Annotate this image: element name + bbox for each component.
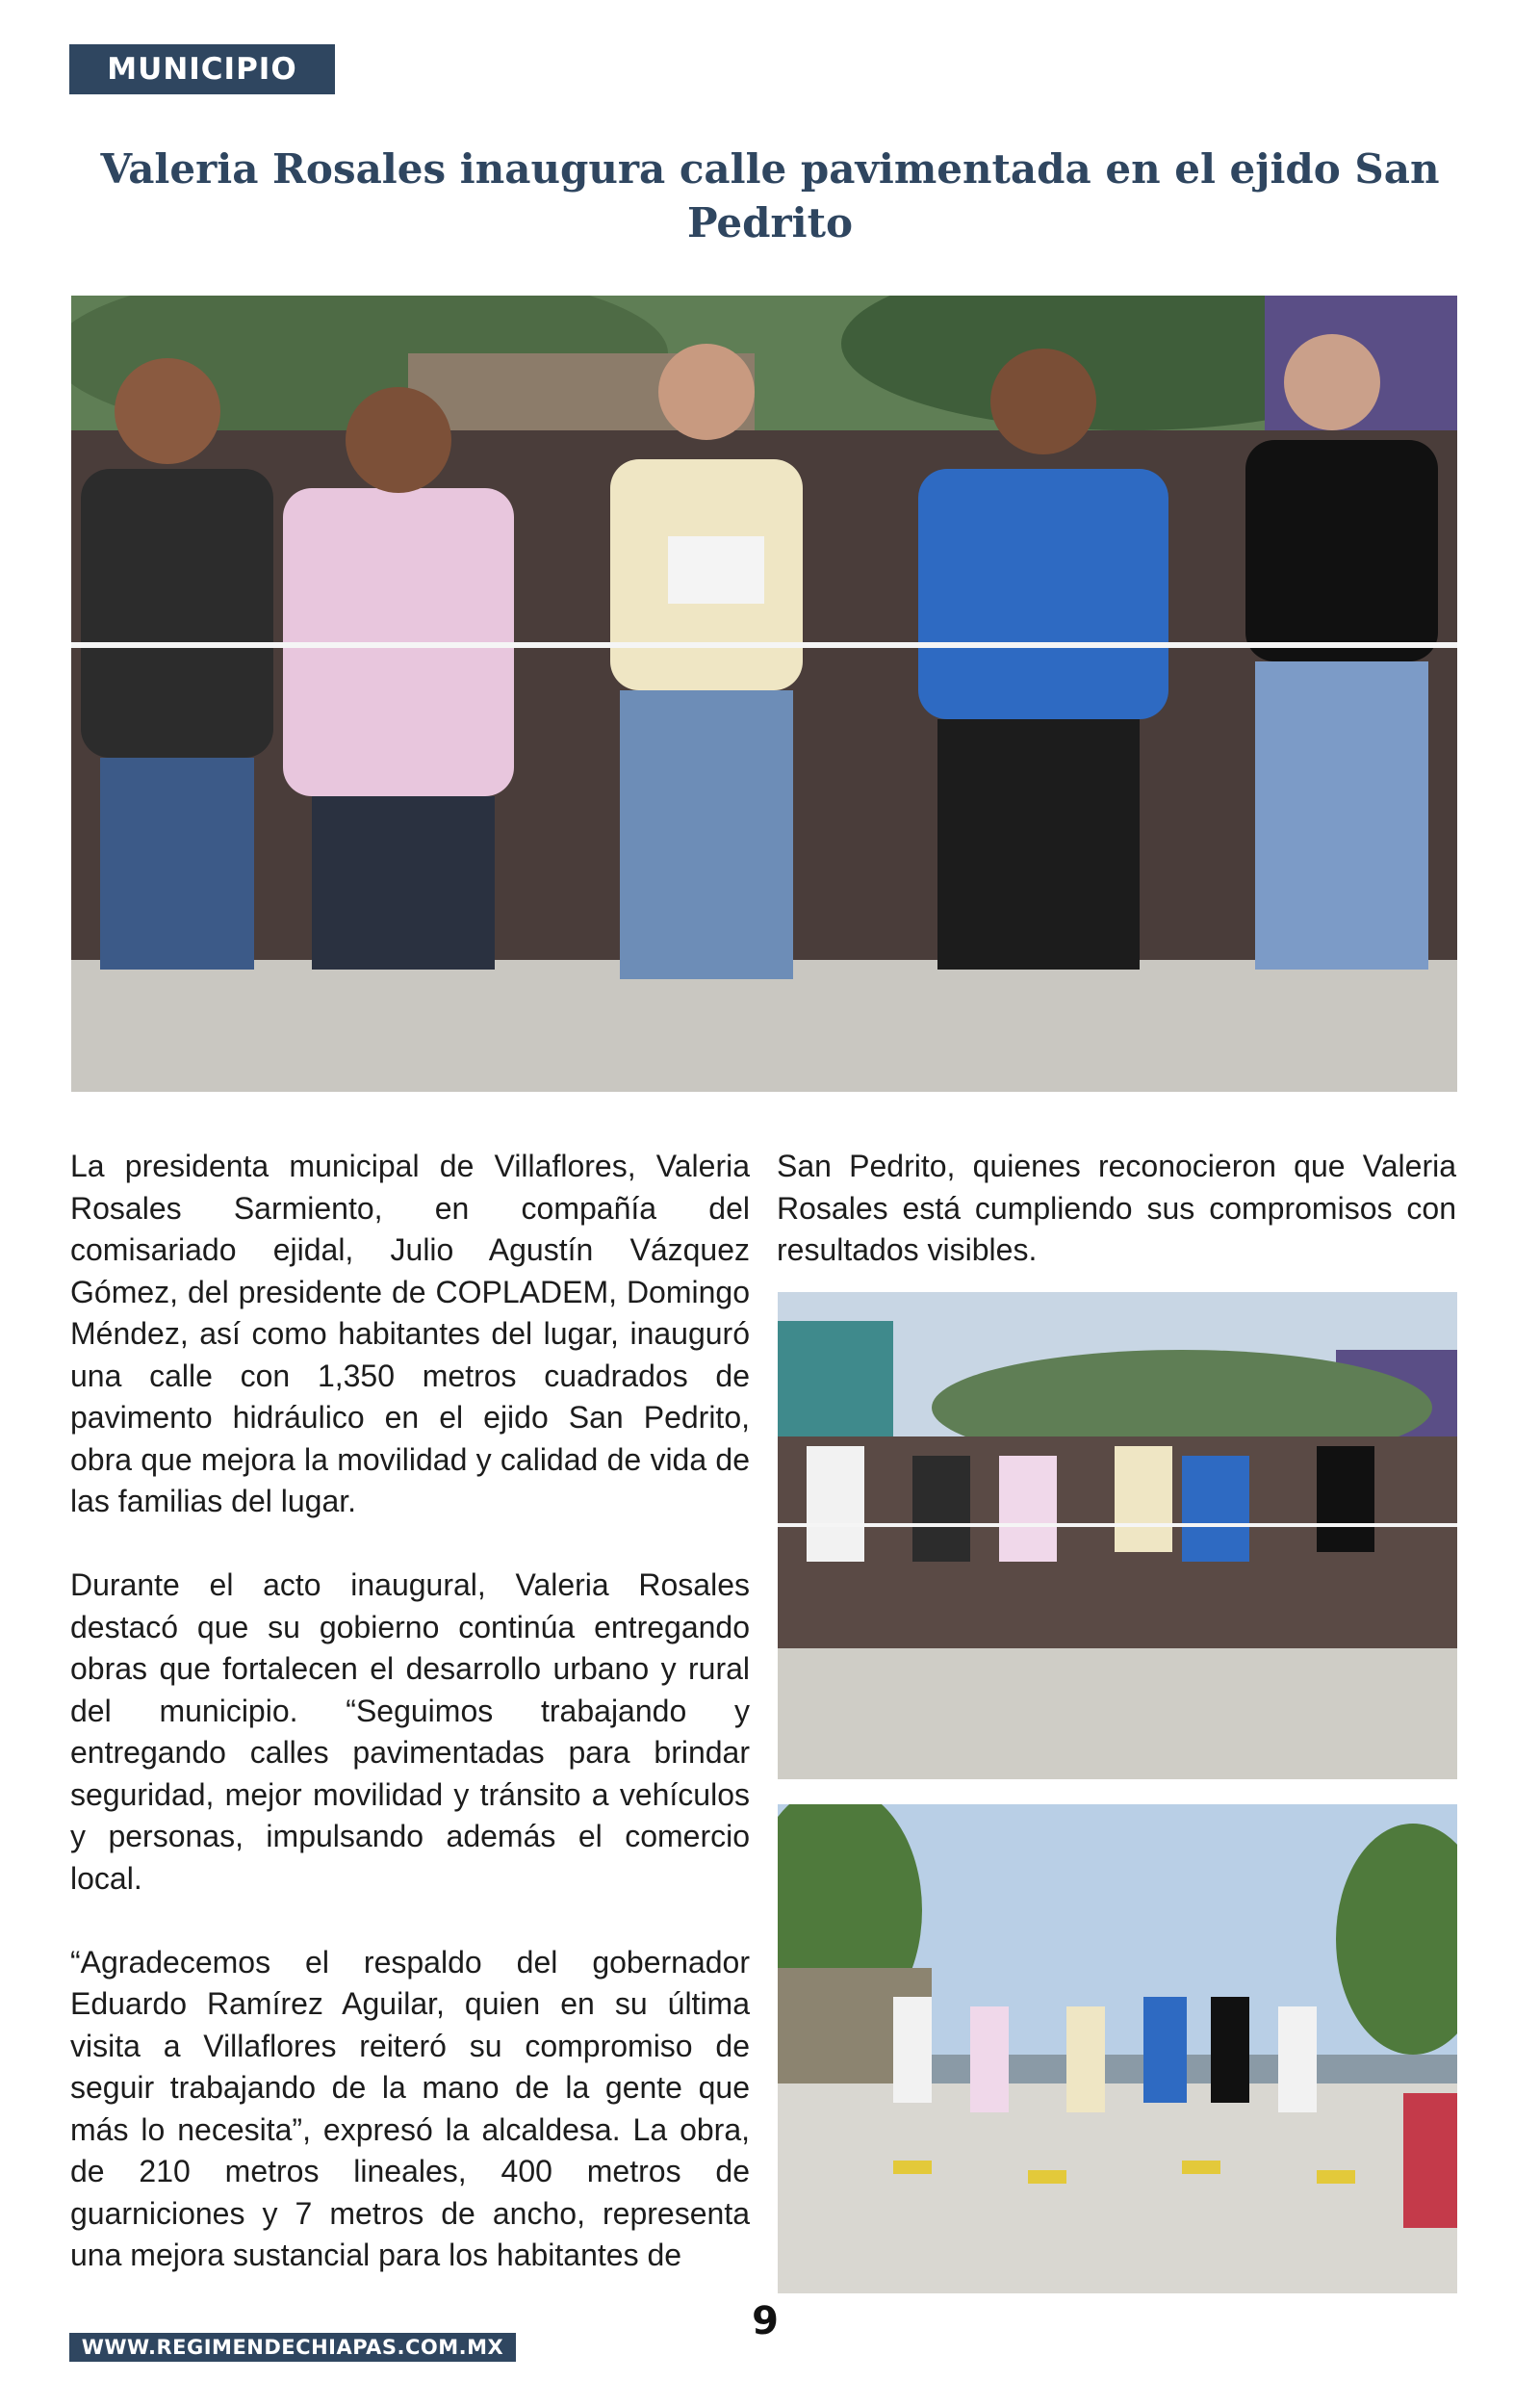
- article-title: Valeria Rosales inaugura calle pavimentada en el ejido San Pedrito: [100, 145, 1440, 246]
- page-number: 9: [752, 2299, 779, 2343]
- article-paragraph: “Agradecemos el respaldo del gobernador Eduardo Ramírez Aguilar, quien en su última visita a Villaflores reiteró su compromiso de seguir trabajando de la mano de la gente que más lo necesita”, expresó la alcaldesa. La obra, de 210 metros lineales, 400 metros de guarniciones y 7 metros de ancho, representa una mejora sustancial para los habitantes de: [70, 1944, 750, 2272]
- article-paragraph: La presidenta municipal de Villaflores, Valeria Rosales Sarmiento, en compañía del comisariado ejidal, Julio Agustín Vázquez Gómez, del presidente de COPLADEM, Domingo Méndez, así como habitantes del lugar, inauguró una calle con 1,350 metros cuadrados de pavimento hidráulico en el ejido San Pedrito, obra que mejora la movilidad y calidad de vida de las familias del lugar.: [70, 1149, 750, 1518]
- street-walk-photo: [778, 1804, 1457, 2293]
- section-label: MUNICIPIO: [69, 44, 335, 94]
- website-footer: WWW.REGIMENDECHIAPAS.COM.MX: [69, 2333, 516, 2362]
- article-paragraph: Durante el acto inaugural, Valeria Rosales destacó que su gobierno continúa entregando obras que fortalecen el desarrollo urbano y rural del municipio. “Seguimos trabajando y entregando calles pavimentadas para brindar seguridad, mejor movilidad y tránsito a vehículos y personas, impulsando además el comercio local.: [70, 1567, 750, 1896]
- ceremony-wide-photo: [778, 1292, 1457, 1779]
- article-body-left: [70, 1146, 750, 2277]
- article-paragraph: San Pedrito, quienes reconocieron que Valeria Rosales está cumpliendo sus compromisos con resultados visibles.: [777, 1149, 1456, 1267]
- ribbon-ceremony-photo: [71, 296, 1457, 1092]
- article-body-right: [777, 1146, 1456, 1272]
